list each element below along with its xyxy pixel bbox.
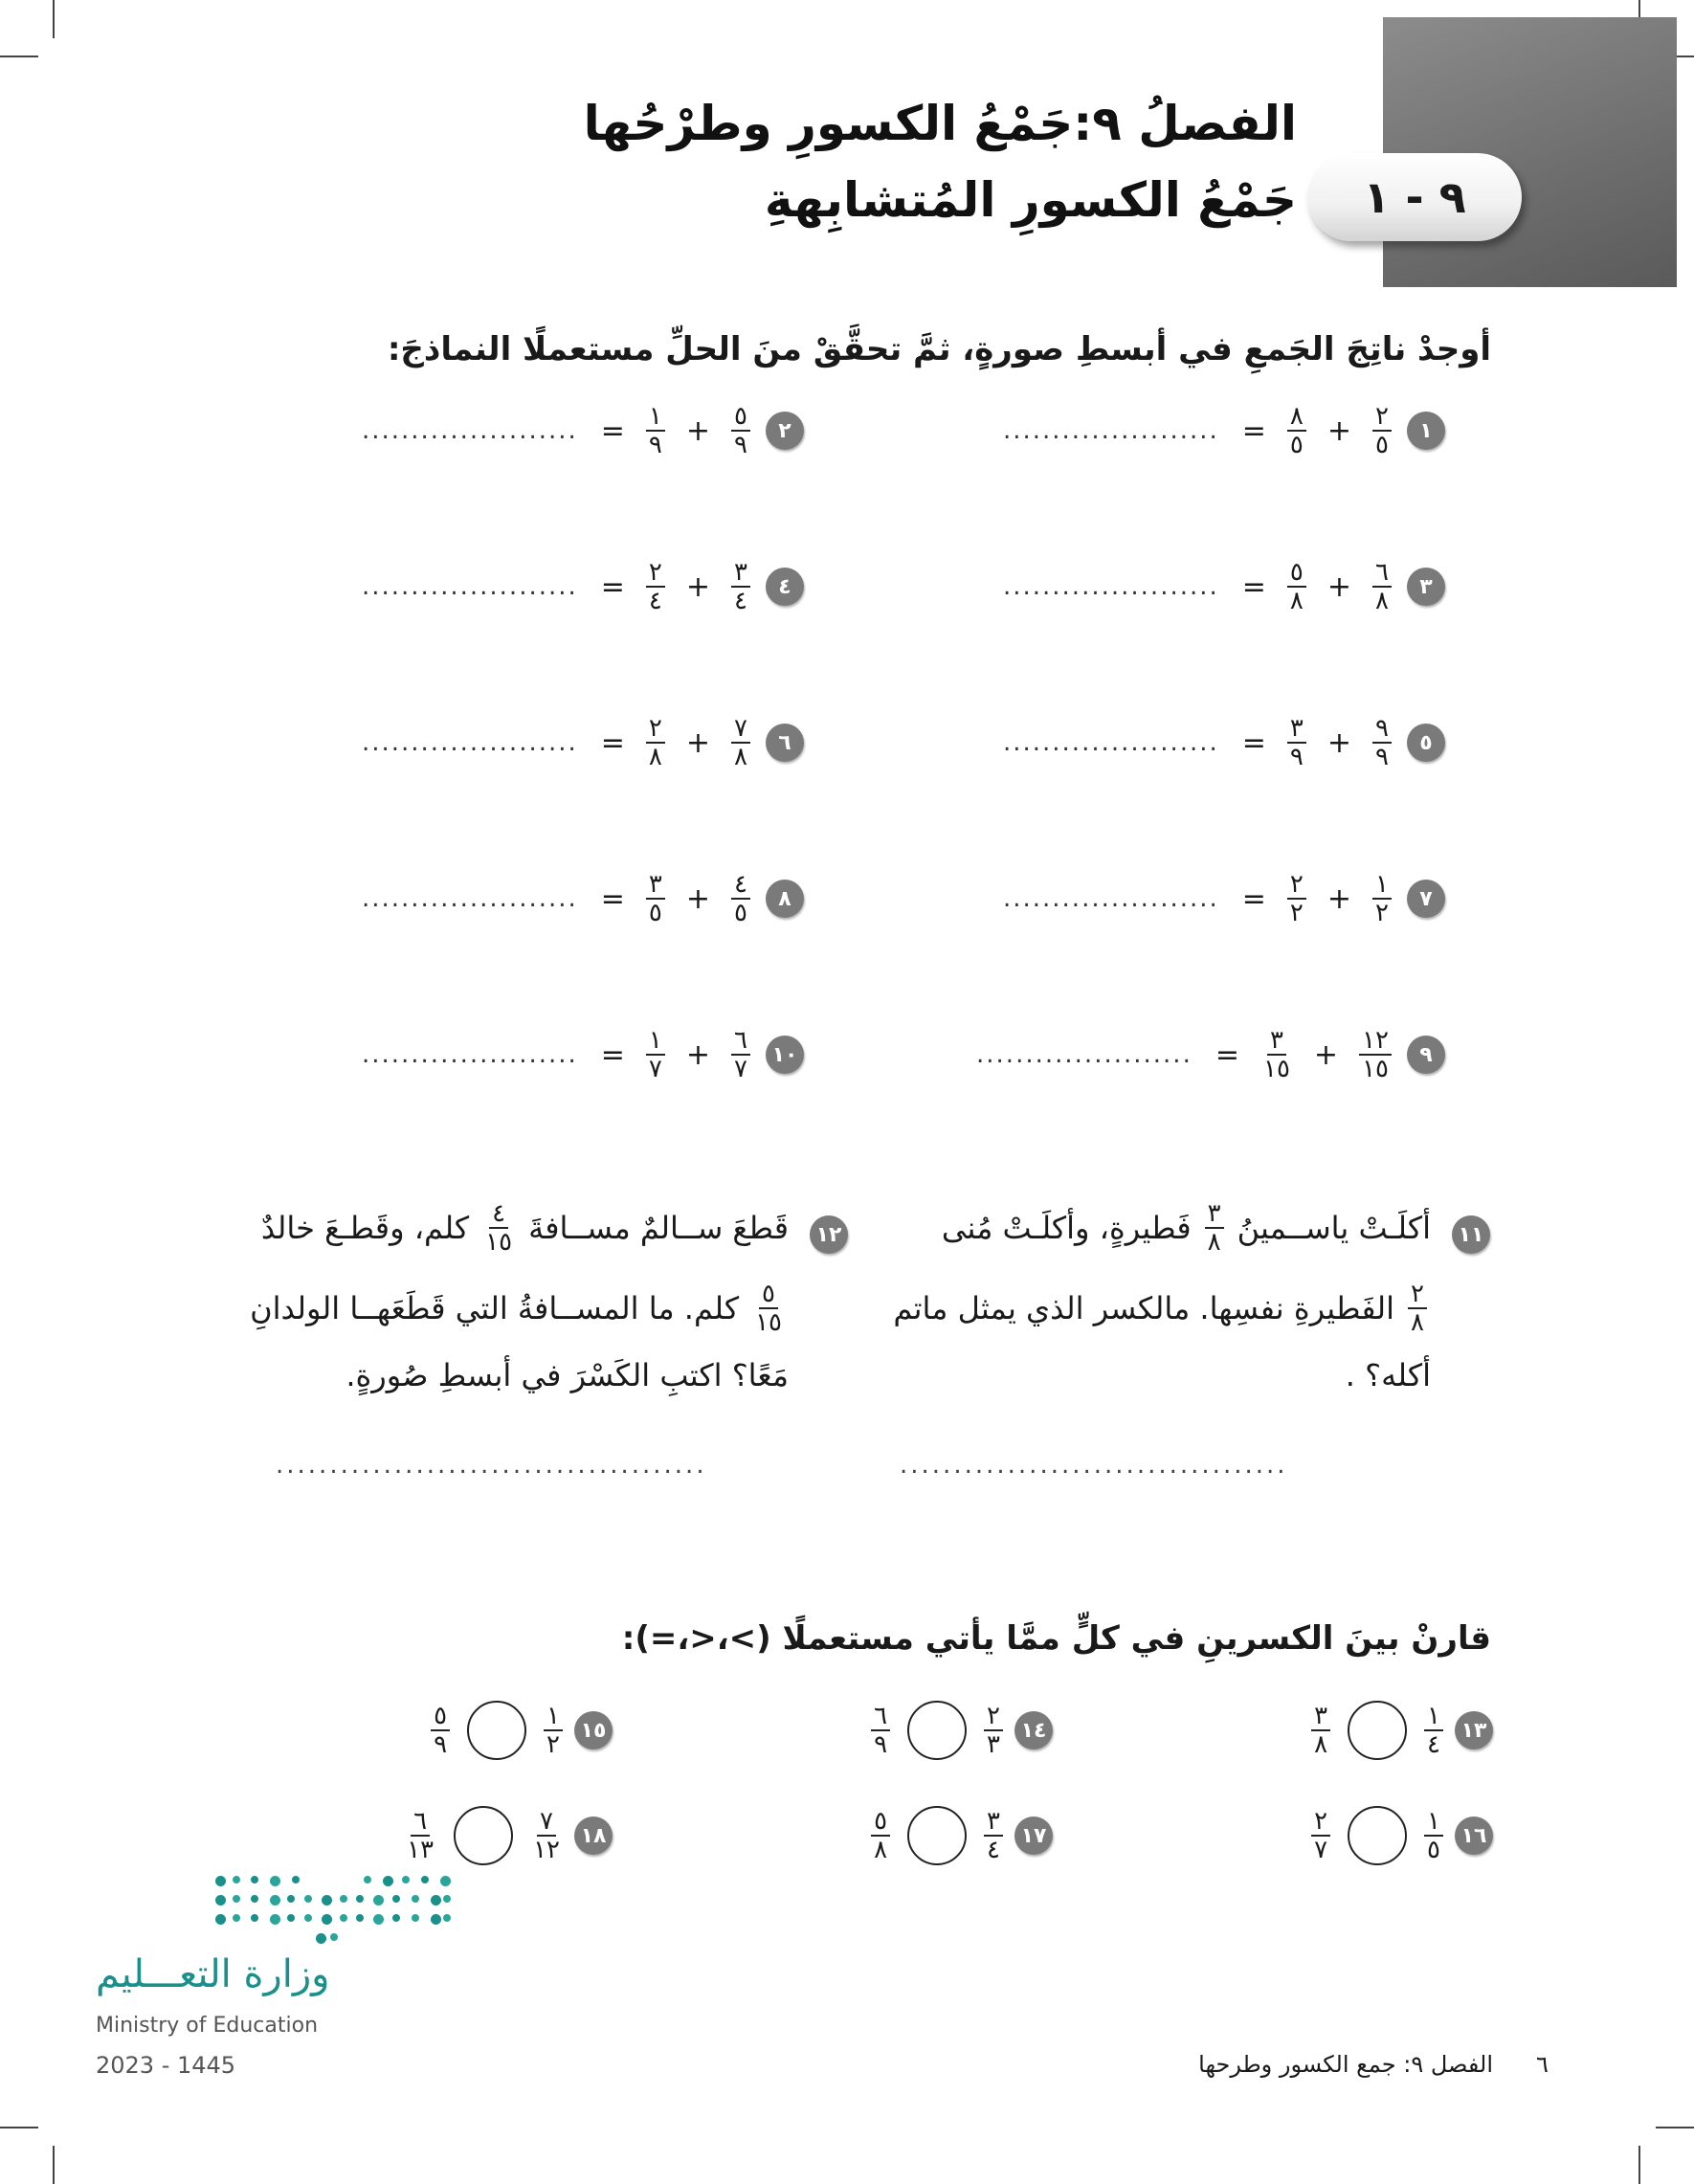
denominator: ٨ [874, 1836, 888, 1864]
numerator: ١ [544, 1703, 563, 1731]
numerator: ٣ [646, 871, 665, 900]
equals-sign: = [600, 413, 625, 448]
denominator: ٩ [1289, 743, 1304, 771]
numerator: ٢ [646, 715, 665, 744]
problem-number-badge: ١٦ [1455, 1816, 1493, 1855]
answer-line[interactable]: ...................... [361, 572, 578, 601]
plus-sign: + [685, 569, 711, 604]
denominator: ٩ [434, 1730, 448, 1759]
answer-line[interactable]: ...................... [1002, 728, 1219, 757]
fraction [871, 1703, 890, 1758]
numerator: ١ [646, 1027, 665, 1056]
denominator: ٥ [1427, 1836, 1440, 1864]
addition-problem-7 [986, 860, 1445, 937]
lesson-number-badge [1307, 153, 1522, 241]
equals-sign: = [600, 881, 625, 916]
logo-dot [431, 1914, 441, 1925]
problem-number-badge: ٨ [766, 880, 804, 918]
word-problem-line: مَعًا؟ اكتبِ الكَسْرَ في أبسطِ صُورةٍ. [345, 1357, 789, 1393]
word-problem-line: $\frac{٢}{٨}$ الفَطيرةِ نفسِها. مالكسر الذي يمثل ماتم [893, 1281, 1431, 1336]
plus-sign: + [1326, 881, 1352, 916]
fraction [731, 871, 750, 926]
logo-dot [251, 1876, 258, 1883]
fraction [1287, 559, 1306, 614]
problem-number-badge: ٤ [766, 568, 804, 606]
fraction [646, 1027, 665, 1082]
denominator: ٥ [648, 899, 662, 927]
logo-dot [233, 1914, 240, 1922]
addition-problem-6 [345, 704, 804, 781]
answer-line[interactable]: ...................... [361, 416, 578, 445]
fraction [1372, 403, 1392, 458]
answer-line[interactable]: ...................... [1002, 884, 1219, 913]
logo-dot [287, 1895, 295, 1903]
denominator: ١٢ [533, 1836, 560, 1864]
addition-problem-9 [976, 1016, 1445, 1093]
problem-number-badge: ٦ [766, 724, 804, 762]
logo-dot [421, 1876, 429, 1883]
crop-mark [1656, 2127, 1694, 2128]
numerator: ٣ [1287, 715, 1306, 744]
equals-sign: = [1241, 881, 1266, 916]
crop-mark [53, 2146, 55, 2184]
problem-number-badge: ١٣ [1455, 1711, 1493, 1749]
comparison-circle[interactable] [467, 1701, 526, 1760]
comparison-circle[interactable] [1348, 1806, 1407, 1865]
logo-dot [215, 1895, 226, 1905]
denominator: ٥ [1289, 431, 1304, 459]
denominator: ٥ [734, 899, 747, 927]
fraction [984, 1703, 1003, 1758]
logo-dot [215, 1876, 226, 1886]
fraction [646, 715, 665, 770]
word-problem-line: أكلَـتْ ياســمينُ $\frac{٣}{٨}$ فَطيرةٍ، وأكلَـتْ مُنى [941, 1199, 1431, 1257]
denominator: ٨ [1314, 1730, 1328, 1759]
fraction [646, 871, 665, 926]
logo-dot [292, 1876, 300, 1883]
equals-sign: = [1241, 725, 1266, 760]
numerator: ٣ [1311, 1703, 1330, 1731]
denominator: ٩ [734, 431, 747, 459]
denominator: ٨ [1375, 587, 1389, 615]
numerator: ٣ [984, 1808, 1003, 1837]
logo-dot [412, 1914, 419, 1922]
problem-number-badge: ١٠ [766, 1036, 804, 1074]
numerator: ٢ [646, 559, 665, 588]
denominator: ٧ [1314, 1836, 1328, 1864]
logo-dot [373, 1895, 384, 1905]
answer-line[interactable]: ...................... [1002, 416, 1219, 445]
lesson-number: ٩ - ١ [1363, 171, 1466, 223]
fraction [1311, 1808, 1330, 1863]
numerator: ٣ [1267, 1027, 1286, 1056]
logo-dot [356, 1914, 364, 1922]
numerator: ٥ [431, 1703, 450, 1731]
denominator: ٢ [546, 1730, 560, 1759]
equals-sign: = [600, 725, 625, 760]
comparison-problem-14 [804, 1692, 1053, 1769]
comparison-problem-16 [1244, 1797, 1493, 1874]
problem-number-badge: ١٧ [1014, 1816, 1053, 1855]
comparison-problem-18 [364, 1797, 613, 1874]
word-problem-line: قَطعَ ســالمٌ مســافةَ $\frac{٤}{١٥}$ كلم، وقَطـعَ خالدٌ [260, 1199, 789, 1257]
comparison-circle[interactable] [454, 1806, 513, 1865]
fraction: $\frac{٥}{١٥}$ [755, 1280, 782, 1337]
crop-mark [0, 56, 38, 57]
plus-sign: + [685, 413, 711, 448]
answer-line[interactable]: ...................... [1002, 572, 1219, 601]
fraction [1287, 871, 1306, 926]
addition-problem-3 [986, 548, 1445, 625]
logo-dot [322, 1895, 332, 1905]
numerator: ٥ [1287, 559, 1306, 588]
numerator: ١٢ [1359, 1027, 1392, 1056]
answer-line[interactable]: ...................... [361, 1040, 578, 1069]
fraction [530, 1808, 563, 1863]
fraction [1260, 1027, 1293, 1082]
fraction [1287, 715, 1306, 770]
problem-number-badge: ١ [1407, 412, 1445, 450]
plus-sign: + [1313, 1037, 1339, 1072]
logo-dot [270, 1914, 280, 1925]
fraction [1424, 1808, 1443, 1863]
chapter-title: الفصلُ ٩:جَمْعُ الكسورِ وطرْحُها [583, 96, 1297, 151]
denominator: ٩ [648, 431, 662, 459]
logo-dot [356, 1895, 364, 1903]
numerator: ٣ [731, 559, 750, 588]
fraction [731, 715, 750, 770]
answer-line[interactable]: ........................................ [276, 1451, 707, 1480]
footer-chapter-ref: الفصل ٩: جمع الكسور وطرحها [1198, 2051, 1493, 2078]
denominator: ٨ [1289, 587, 1304, 615]
equals-sign: = [1215, 1037, 1239, 1072]
denominator: ٤ [734, 587, 747, 615]
problem-number-badge: ٩ [1407, 1036, 1445, 1074]
fraction [404, 1808, 436, 1863]
fraction [984, 1808, 1003, 1863]
problem-number-badge: ١٤ [1014, 1711, 1053, 1749]
problem-number-badge: ٢ [766, 412, 804, 450]
problem-number-badge: ٥ [1407, 724, 1445, 762]
numerator: ١ [1424, 1703, 1443, 1731]
comparison-problem-15 [364, 1692, 613, 1769]
numerator: ١ [1372, 871, 1392, 900]
fraction [1287, 403, 1306, 458]
fraction [1311, 1703, 1330, 1758]
denominator: ٤ [648, 587, 662, 615]
lesson-title: جَمْعُ الكسورِ المُتشابِهةِ [764, 172, 1297, 228]
denominator: ٤ [987, 1836, 1000, 1864]
numerator: ٢ [1287, 871, 1306, 900]
denominator: ٢ [1289, 899, 1304, 927]
fraction [1372, 559, 1392, 614]
addition-problem-1 [986, 392, 1445, 469]
comparison-problem-13 [1244, 1692, 1493, 1769]
fraction [1424, 1703, 1443, 1758]
crop-mark [53, 0, 55, 38]
denominator: ٥ [1375, 431, 1389, 459]
numerator: ٦ [411, 1808, 430, 1837]
logo-dot [402, 1876, 410, 1883]
logo-dot [251, 1914, 258, 1922]
numerator: ٥ [731, 403, 750, 432]
numerator: ٦ [871, 1703, 890, 1731]
comparison-circle[interactable] [907, 1701, 967, 1760]
plus-sign: + [685, 725, 711, 760]
fraction: $\frac{٤}{١٥}$ [485, 1199, 513, 1257]
problem-number-badge: ١٨ [574, 1816, 613, 1855]
comparison-circle[interactable] [907, 1806, 967, 1865]
problem-number-badge: ٣ [1407, 568, 1445, 606]
logo-dot [322, 1914, 332, 1925]
denominator: ١٣ [407, 1836, 435, 1864]
crop-mark [0, 2127, 38, 2128]
problem-number-badge: ١٢ [810, 1215, 848, 1254]
problem-number-badge: ٧ [1407, 880, 1445, 918]
logo-dot [440, 1876, 451, 1886]
numerator: ٧ [731, 715, 750, 744]
fraction [731, 1027, 750, 1082]
chapter-tab [1383, 17, 1677, 287]
section1-instruction: أوجدْ ناتِجَ الجَمعِ في أبسطِ صورةٍ، ثمَّ تحقَّقْ منَ الحلِّ مستعملًا النماذجَ: [387, 330, 1491, 368]
plus-sign: + [685, 1037, 711, 1072]
logo-dot [304, 1914, 312, 1922]
logo-dot [215, 1914, 226, 1925]
denominator: ٩ [1375, 743, 1389, 771]
fraction [646, 403, 665, 458]
fraction [1359, 1027, 1392, 1082]
logo-dot [383, 1876, 393, 1886]
logo-dot [233, 1895, 240, 1903]
logo-dot [412, 1895, 419, 1903]
denominator: ٤ [1427, 1730, 1440, 1759]
numerator: ٢ [1311, 1808, 1330, 1837]
fraction [731, 403, 750, 458]
page-number: ٦ [1536, 2051, 1549, 2078]
ministry-name-english: Ministry of Education [96, 2014, 319, 2038]
logo-dot [330, 1933, 338, 1941]
fraction [544, 1703, 563, 1758]
plus-sign: + [1326, 569, 1352, 604]
numerator: ٧ [537, 1808, 556, 1837]
denominator: ٩ [874, 1730, 888, 1759]
logo-dot [233, 1876, 240, 1883]
plus-sign: + [685, 881, 711, 916]
fraction [431, 1703, 450, 1758]
denominator: ٨ [734, 743, 747, 771]
fraction [1372, 871, 1392, 926]
numerator: ٨ [1287, 403, 1306, 432]
equals-sign: = [600, 1037, 625, 1072]
fraction [1372, 715, 1392, 770]
fraction: $\frac{٢}{٨}$ [1408, 1281, 1427, 1336]
logo-dot [316, 1933, 326, 1944]
denominator: ٢ [1375, 899, 1389, 927]
word-problem-line: أكله؟ . [1345, 1357, 1431, 1393]
numerator: ١ [1424, 1808, 1443, 1837]
equals-sign: = [1241, 569, 1266, 604]
logo-dot [392, 1895, 400, 1903]
section2-instruction: قارنْ بينَ الكسرينِ في كلٍّ ممَّا يأتي مستعملًا (>،<،=): [621, 1619, 1491, 1658]
addition-problem-10 [345, 1016, 804, 1093]
logo-dot [392, 1914, 400, 1922]
numerator: ١ [646, 403, 665, 432]
numerator: ٢ [1372, 403, 1392, 432]
denominator: ٣ [987, 1730, 1000, 1759]
fraction [646, 559, 665, 614]
answer-line[interactable]: .................................... [900, 1451, 1288, 1480]
denominator: ١٥ [1262, 1055, 1290, 1083]
crop-mark [1638, 2146, 1640, 2184]
plus-sign: + [1326, 725, 1352, 760]
logo-dot [373, 1914, 384, 1925]
answer-line[interactable]: ...................... [976, 1040, 1192, 1069]
addition-problem-5 [986, 704, 1445, 781]
logo-dot [287, 1914, 295, 1922]
logo-dot [304, 1895, 312, 1903]
logo-dot [340, 1914, 347, 1922]
addition-problem-8 [345, 860, 804, 937]
numerator: ٢ [984, 1703, 1003, 1731]
logo-dot [443, 1914, 451, 1922]
edition-year: 2023 - 1445 [96, 2052, 236, 2079]
addition-problem-4 [345, 548, 804, 625]
logo-dot [251, 1895, 258, 1903]
logo-dot [443, 1895, 451, 1903]
answer-line[interactable]: ...................... [361, 884, 578, 913]
denominator: ١٥ [1362, 1055, 1389, 1083]
logo-dot [270, 1876, 280, 1886]
fraction [871, 1808, 890, 1863]
numerator: ٥ [871, 1808, 890, 1837]
comparison-problem-17 [804, 1797, 1053, 1874]
word-problem-line: $\frac{٥}{١٥}$ كلم. ما المســافةُ التي قَطَعَهــا الولدانِ [250, 1281, 789, 1336]
numerator: ٦ [1372, 559, 1392, 588]
problem-number-badge: ١٥ [574, 1711, 613, 1749]
logo-dot [340, 1895, 347, 1903]
denominator: ٧ [734, 1055, 747, 1083]
numerator: ٦ [731, 1027, 750, 1056]
logo-dot [270, 1895, 280, 1905]
equals-sign: = [600, 569, 625, 604]
fraction: $\frac{٣}{٨}$ [1205, 1200, 1224, 1256]
logo-dot [364, 1876, 371, 1883]
plus-sign: + [1326, 413, 1352, 448]
answer-line[interactable]: ...................... [361, 728, 578, 757]
logo-dot [431, 1895, 441, 1905]
fraction [731, 559, 750, 614]
comparison-circle[interactable] [1348, 1701, 1407, 1760]
denominator: ٧ [648, 1055, 662, 1083]
denominator: ٨ [648, 743, 662, 771]
addition-problem-2 [345, 392, 804, 469]
numerator: ٤ [731, 871, 750, 900]
problem-number-badge: ١١ [1452, 1215, 1490, 1254]
numerator: ٩ [1372, 715, 1392, 744]
equals-sign: = [1241, 413, 1266, 448]
ministry-name-arabic: وزارة التعـــليم [96, 1952, 330, 1996]
